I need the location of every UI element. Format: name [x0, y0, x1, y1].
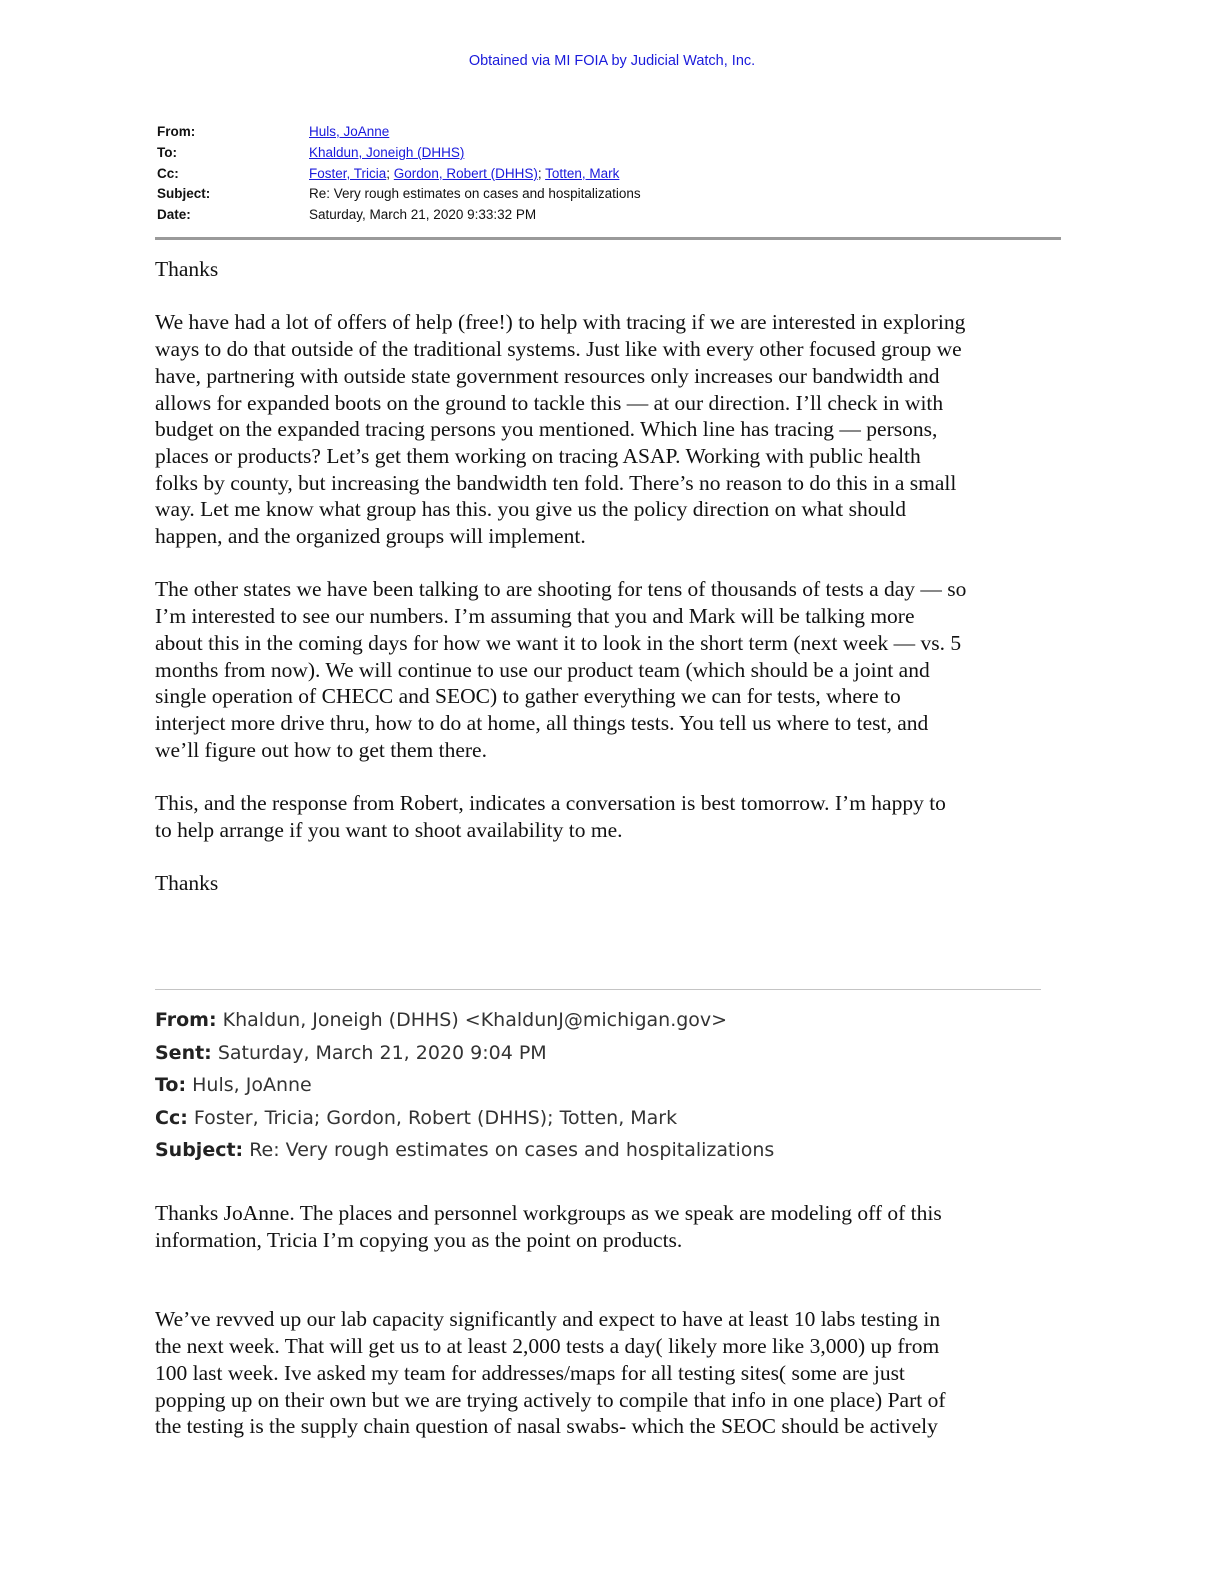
- body-line: information, Tricia I’m copying you as the point on products.: [155, 1227, 683, 1252]
- to-label: To:: [157, 144, 177, 160]
- quoted-header: [155, 1004, 774, 1167]
- foia-notice: Obtained via MI FOIA by Judicial Watch, Inc.: [468, 53, 756, 69]
- quote-divider: [155, 989, 1041, 990]
- quoted-sent-row: [155, 1037, 774, 1070]
- quoted-paragraph-lab-capacity: [155, 1306, 1065, 1440]
- body-line: happen, and the organized groups will implement.: [155, 524, 586, 549]
- cc-link-gordon[interactable]: Gordon, Robert (DHHS): [393, 165, 538, 181]
- date-value: Saturday, March 21, 2020 9:33:32 PM: [309, 207, 537, 223]
- cc-row: [157, 164, 641, 185]
- body-line: We have had a lot of offers of help (free!) to help with tracing if we are interested in exploring: [155, 310, 966, 335]
- date-label: Date:: [157, 207, 191, 223]
- body-line: Thanks JoAnne. The places and personnel workgroups as we speak are modeling off of this: [155, 1201, 942, 1225]
- quoted-from-row: [155, 1004, 774, 1037]
- from-link[interactable]: Huls, JoAnne: [309, 124, 390, 139]
- quoted-message-body: [155, 1200, 1065, 1440]
- quoted-sent-value: Saturday, March 21, 2020 9:04 PM: [217, 1041, 547, 1064]
- body-line: This, and the response from Robert, indicates a conversation is best tomorrow. I’m happy to: [155, 791, 946, 816]
- quoted-subject-label: Subject:: [155, 1139, 244, 1162]
- from-row: [157, 122, 641, 143]
- body-line: budget on the expanded tracing persons you mentioned. Which line has tracing — persons,: [155, 417, 938, 442]
- closing: Thanks: [155, 871, 219, 896]
- subject-row: [157, 184, 641, 205]
- quoted-to-label: To:: [155, 1074, 187, 1097]
- body-line: the next week. That will get us to at least 2,000 tests a day( likely more like 3,000) up from: [155, 1334, 940, 1359]
- body-line: have, partnering with outside state government resources only increases our bandwidth and: [155, 363, 940, 388]
- paragraph-tracing: [155, 309, 1065, 549]
- quoted-subject-value: Re: Very rough estimates on cases and hospitalizations: [249, 1139, 775, 1162]
- subject-label: Subject:: [157, 186, 211, 202]
- greeting: Thanks: [155, 257, 219, 281]
- paragraph-gap: [155, 1253, 1065, 1306]
- quoted-cc-row: [155, 1102, 774, 1135]
- from-label: From:: [157, 124, 196, 139]
- quoted-subject-row: [155, 1134, 774, 1167]
- subject-value: Re: Very rough estimates on cases and hospitalizations: [309, 186, 641, 202]
- body-line: single operation of CHECC and SEOC) to gather everything we can for tests, where to: [155, 684, 901, 709]
- body-line: to help arrange if you want to shoot availability to me.: [155, 817, 623, 842]
- body-line: the testing is the supply chain question of nasal swabs- which the SEOC should be actively: [155, 1414, 938, 1439]
- cc-separator: ;: [537, 165, 546, 181]
- body-line: way. Let me know what group has this. you give us the policy direction on what should: [155, 497, 906, 522]
- quoted-sent-label: Sent:: [155, 1041, 212, 1064]
- quoted-cc-label: Cc:: [155, 1106, 188, 1129]
- body-line: folks by county, but increasing the bandwidth ten fold. There’s no reason to do this in a small: [155, 470, 957, 495]
- paragraph-conversation: [155, 790, 1065, 843]
- quoted-from-value: Khaldun, Joneigh (DHHS) <KhaldunJ@michigan.gov>: [222, 1009, 728, 1031]
- body-line: we’ll figure out how to get them there.: [155, 737, 487, 762]
- body-line: We’ve revved up our lab capacity significantly and expect to have at least 10 labs testing in: [155, 1307, 941, 1332]
- header-divider: [155, 237, 1061, 240]
- body-line: interject more drive thru, how to do at home, all things tests. You tell us where to test, and: [155, 710, 929, 735]
- quoted-from-label: From:: [155, 1009, 217, 1031]
- body-line: places or products? Let’s get them working on tracing ASAP. Working with public health: [155, 443, 921, 468]
- body-line: months from now). We will continue to use our product team (which should be a joint and: [155, 657, 930, 682]
- body-line: 100 last week. Ive asked my team for addresses/maps for all testing sites( some are just: [155, 1360, 905, 1385]
- body-line: about this in the coming days for how we want it to look in the short term (next week — vs. 5: [155, 630, 962, 655]
- message-body: [155, 256, 1065, 924]
- cc-link-foster[interactable]: Foster, Tricia: [309, 165, 387, 181]
- body-line: allows for expanded boots on the ground to tackle this — at our direction. I’ll check in with: [155, 390, 944, 415]
- body-line: popping up on their own but we are trying actively to compile that info in one place) Part of: [155, 1387, 946, 1412]
- paragraph-testing: [155, 576, 1065, 763]
- email-header: [157, 122, 641, 226]
- body-line: The other states we have been talking to are shooting for tens of thousands of tests a day — so: [155, 577, 967, 602]
- body-line: I’m interested to see our numbers. I’m assuming that you and Mark will be talking more: [155, 604, 915, 629]
- quoted-to-value: Huls, JoAnne: [192, 1074, 312, 1097]
- quoted-paragraph-workgroups: [155, 1200, 1065, 1253]
- cc-link-totten[interactable]: Totten, Mark: [545, 165, 620, 181]
- to-link[interactable]: Khaldun, Joneigh (DHHS): [309, 144, 465, 160]
- quoted-to-row: [155, 1069, 774, 1102]
- quoted-cc-value: Foster, Tricia; Gordon, Robert (DHHS); Totten, Mark: [193, 1106, 678, 1129]
- date-row: [157, 205, 641, 226]
- cc-label: Cc:: [157, 165, 179, 181]
- body-line: ways to do that outside of the traditional systems. Just like with every other focused group we: [155, 337, 962, 362]
- cc-separator: ;: [386, 165, 394, 181]
- to-row: [157, 143, 641, 164]
